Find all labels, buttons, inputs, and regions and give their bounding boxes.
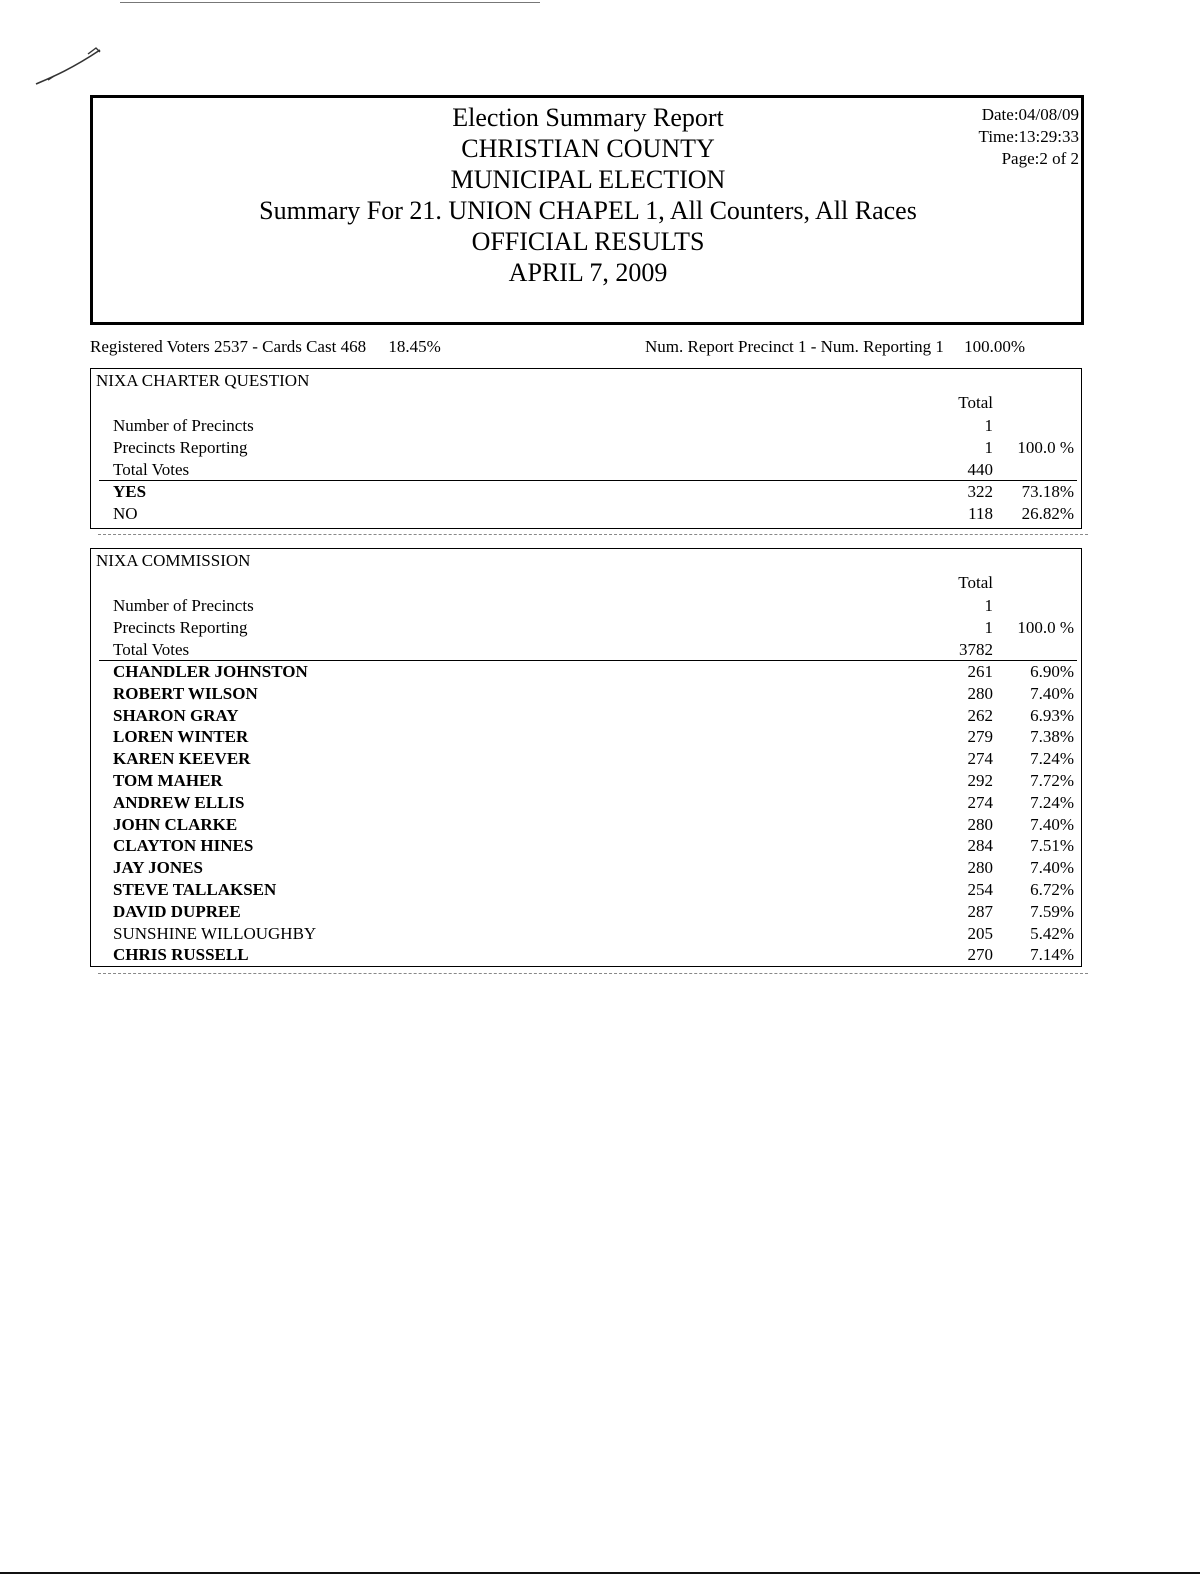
- candidate-name: CHANDLER JOHNSTON: [113, 662, 308, 681]
- candidate-percent: 7.38%: [1030, 727, 1074, 747]
- stat-percent: 100.0 %: [1017, 618, 1074, 637]
- candidate-percent: 7.24%: [1030, 749, 1074, 769]
- report-time: Time:13:29:33: [978, 127, 1079, 146]
- candidate-percent: 73.18%: [1021, 482, 1074, 501]
- handwritten-mark-icon: [30, 40, 110, 90]
- race-nixa-commission: [90, 548, 1082, 967]
- candidate-votes: 287: [967, 901, 993, 921]
- candidate-name: KAREN KEEVER: [113, 749, 251, 769]
- candidate-votes: 322: [967, 482, 993, 501]
- stat-row: [91, 415, 1081, 437]
- total-column-header: Total: [958, 393, 993, 412]
- candidate-percent: 26.82%: [1021, 503, 1074, 523]
- candidate-name: YES: [113, 482, 147, 501]
- report-date: Date:04/08/09: [981, 105, 1079, 124]
- race-title: NIXA COMMISSION: [96, 551, 251, 570]
- candidate-row: [91, 792, 1081, 814]
- candidate-percent: 7.72%: [1030, 771, 1074, 790]
- stat-label: Precincts Reporting: [113, 618, 248, 637]
- reporting-text: Num. Report Precinct 1 - Num. Reporting 1: [645, 337, 944, 356]
- candidate-votes: 292: [967, 771, 993, 790]
- candidate-votes: 274: [967, 749, 993, 769]
- candidate-percent: 7.40%: [1030, 858, 1074, 878]
- stat-total: 1: [984, 416, 993, 435]
- stat-total: 3782: [959, 640, 993, 659]
- stat-label: Number of Precincts: [113, 416, 254, 435]
- candidate-percent: 7.40%: [1030, 814, 1074, 834]
- candidate-votes: 254: [967, 880, 993, 899]
- candidate-name: JOHN CLARKE: [113, 814, 238, 834]
- candidate-row: [91, 944, 1081, 966]
- candidate-percent: 6.93%: [1030, 705, 1074, 725]
- report-meta: [979, 104, 1079, 170]
- county-name: CHRISTIAN COUNTY: [461, 134, 715, 163]
- scan-top-edge: [120, 2, 540, 3]
- report-header: [90, 95, 1084, 325]
- candidate-row: [91, 770, 1081, 792]
- stat-total: 440: [967, 460, 993, 479]
- candidate-row: [91, 661, 1081, 683]
- race-nixa-charter-question: [90, 368, 1082, 529]
- candidate-row: [91, 901, 1081, 923]
- candidate-row: [91, 726, 1081, 748]
- stat-row: [91, 639, 1081, 661]
- candidate-row: [91, 923, 1081, 945]
- candidate-name: NO: [113, 503, 138, 523]
- stat-percent: 100.0 %: [1017, 438, 1074, 457]
- race-shadow-edge: [98, 973, 1088, 974]
- candidate-name: JAY JONES: [113, 858, 203, 878]
- candidate-percent: 7.51%: [1030, 836, 1074, 856]
- stat-row: [91, 595, 1081, 617]
- candidate-name: STEVE TALLAKSEN: [113, 880, 277, 899]
- candidate-name: DAVID DUPREE: [113, 901, 241, 921]
- turnout-summary: [90, 337, 441, 357]
- candidate-row: [91, 481, 1081, 503]
- candidate-percent: 6.72%: [1030, 880, 1074, 899]
- candidate-row: [91, 814, 1081, 836]
- candidate-votes: 280: [967, 814, 993, 834]
- candidate-votes: 118: [968, 503, 993, 523]
- candidate-percent: 7.59%: [1030, 901, 1074, 921]
- candidate-row: [91, 705, 1081, 727]
- stat-total: 1: [984, 596, 993, 615]
- candidate-name: ANDREW ELLIS: [113, 792, 245, 812]
- stat-total: 1: [984, 438, 993, 457]
- candidate-row: [91, 683, 1081, 705]
- candidate-votes: 284: [967, 836, 993, 856]
- candidate-votes: 280: [967, 683, 993, 703]
- candidate-votes: 270: [967, 945, 993, 965]
- candidate-votes: 261: [967, 662, 993, 681]
- candidate-name: SUNSHINE WILLOUGHBY: [113, 923, 317, 943]
- candidate-row: [91, 503, 1081, 525]
- stat-label: Total Votes: [113, 460, 190, 479]
- total-column-header: Total: [958, 573, 993, 592]
- race-shadow-edge: [98, 534, 1088, 535]
- turnout-percent: 18.45%: [388, 337, 441, 356]
- election-date: APRIL 7, 2009: [508, 258, 668, 287]
- report-title-block: [93, 102, 1083, 288]
- candidate-percent: 7.14%: [1030, 945, 1074, 965]
- candidate-name: LOREN WINTER: [113, 727, 249, 747]
- candidate-name: TOM MAHER: [113, 771, 223, 790]
- stat-row: [91, 459, 1081, 481]
- candidate-votes: 279: [967, 727, 993, 747]
- candidate-votes: 205: [967, 923, 993, 943]
- reporting-summary: [645, 337, 1025, 357]
- stat-label: Number of Precincts: [113, 596, 254, 615]
- candidate-name: CLAYTON HINES: [113, 836, 254, 856]
- candidate-percent: 5.42%: [1030, 923, 1074, 943]
- stat-label: Total Votes: [113, 640, 190, 659]
- turnout-text: Registered Voters 2537 - Cards Cast 468: [90, 337, 367, 356]
- candidate-percent: 6.90%: [1030, 662, 1074, 681]
- election-name: MUNICIPAL ELECTION: [450, 165, 726, 194]
- candidate-votes: 262: [967, 705, 993, 725]
- candidate-name: SHARON GRAY: [113, 705, 239, 725]
- candidate-row: [91, 748, 1081, 770]
- candidate-name: CHRIS RUSSELL: [113, 945, 249, 965]
- candidate-votes: 280: [967, 858, 993, 878]
- candidate-row: [91, 857, 1081, 879]
- scan-bottom-edge: [0, 1572, 1200, 1574]
- stat-label: Precincts Reporting: [113, 438, 248, 457]
- report-title: Election Summary Report: [452, 103, 724, 132]
- reporting-percent: 100.00%: [964, 337, 1026, 356]
- candidate-percent: 7.40%: [1030, 683, 1074, 703]
- summary-scope: Summary For 21. UNION CHAPEL 1, All Counters, All Races: [259, 196, 917, 225]
- stat-row: [91, 437, 1081, 459]
- candidate-percent: 7.24%: [1030, 792, 1074, 812]
- candidate-votes: 274: [967, 792, 993, 812]
- page-number: Page:2 of 2: [1001, 149, 1079, 168]
- candidate-name: ROBERT WILSON: [113, 683, 258, 703]
- candidate-row: [91, 879, 1081, 901]
- stat-row: [91, 617, 1081, 639]
- results-status: OFFICIAL RESULTS: [471, 227, 705, 256]
- candidate-row: [91, 835, 1081, 857]
- race-title: NIXA CHARTER QUESTION: [96, 371, 310, 390]
- stat-total: 1: [984, 618, 993, 637]
